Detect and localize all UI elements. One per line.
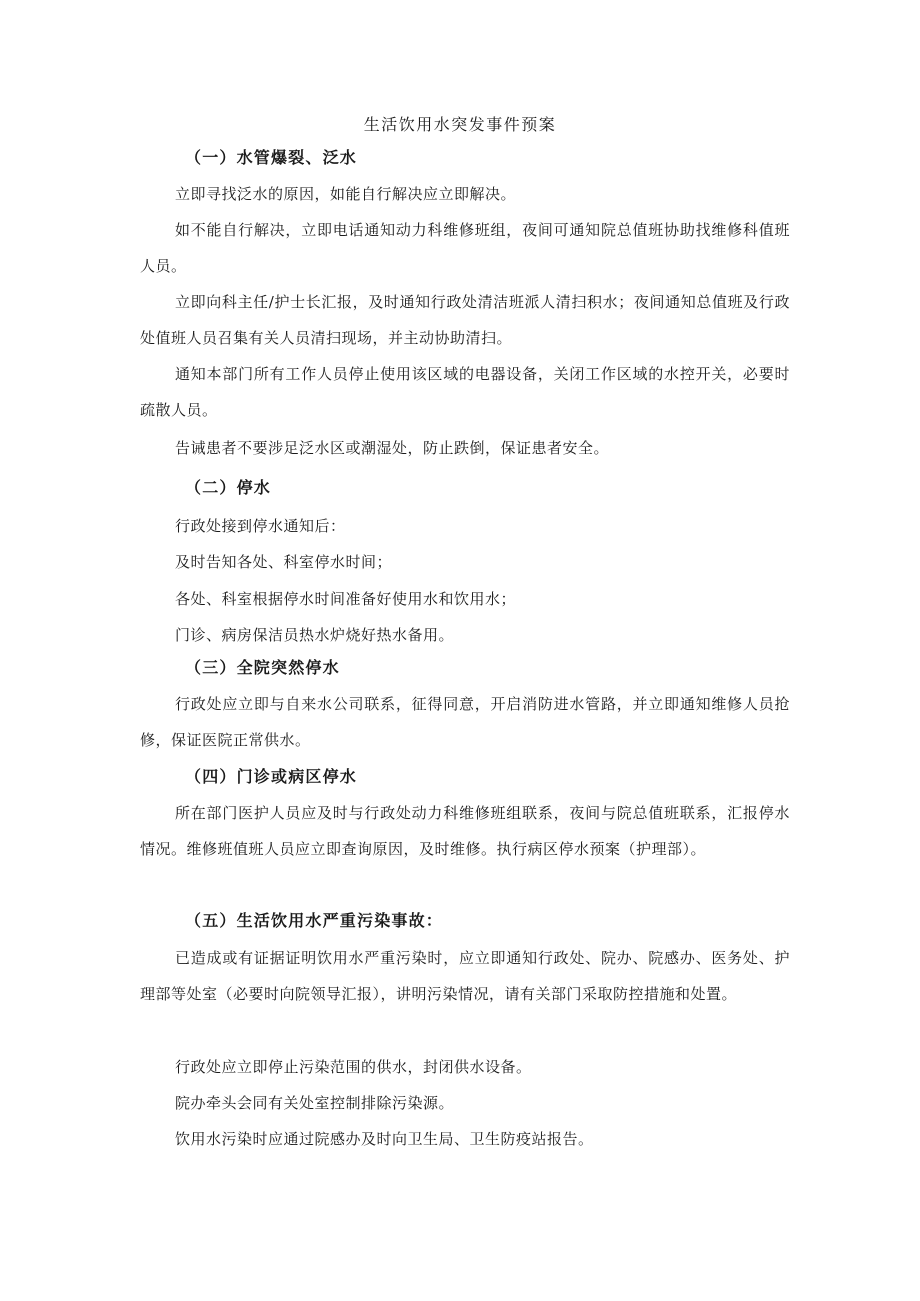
section-heading-3: （三）全院突然停水 <box>185 658 340 677</box>
section-heading-2: （二）停水 <box>185 478 272 497</box>
paragraph: 已造成或有证据证明饮用水严重污染时，应立即通知行政处、院办、院感办、医务处、护理部等处室（必要时向院领导汇报），讲明污染情况，请有关部门采取防控措施和处置。 <box>140 949 790 1003</box>
paragraph: 通知本部门所有工作人员停止使用该区域的电器设备，关闭工作区域的水控开关，必要时疏散人员。 <box>140 365 790 419</box>
paragraph: 院办牵头会同有关处室控制排除污染源。 <box>175 1094 455 1112</box>
paragraph: 告诫患者不要涉足泛水区或潮湿处，防止跌倒，保证患者安全。 <box>175 439 610 457</box>
paragraph: 行政处应立即与自来水公司联系，征得同意，开启消防进水管路，并立即通知维修人员抢修，保证医院正常供水。 <box>140 695 790 749</box>
document-title: 生活饮用水突发事件预案 <box>363 115 557 134</box>
paragraph: 所在部门医护人员应及时与行政处动力科维修班组联系，夜间与院总值班联系，汇报停水情况。维修班值班人员应立即查询原因，及时维修。执行病区停水预案（护理部）。 <box>140 804 790 858</box>
section-heading-5: （五）生活饮用水严重污染事故： <box>185 911 444 930</box>
paragraph: 立即寻找泛水的原因，如能自行解决应立即解决。 <box>175 185 517 203</box>
paragraph: 饮用水污染时应通过院感办及时向卫生局、卫生防疫站报告。 <box>175 1130 594 1148</box>
paragraph: 立即向科主任/护士长汇报，及时通知行政处清洁班派人清扫积水；夜间通知总值班及行政处值班人员召集有关人员清扫现场，并主动协助清扫。 <box>140 293 790 347</box>
paragraph: 各处、科室根据停水时间准备好使用水和饮用水； <box>175 590 517 608</box>
paragraph: 行政处应立即停止污染范围的供水，封闭供水设备。 <box>175 1058 532 1076</box>
paragraph: 门诊、病房保洁员热水炉烧好热水备用。 <box>175 626 455 644</box>
section-heading-4: （四）门诊或病区停水 <box>185 767 358 786</box>
paragraph: 行政处接到停水通知后： <box>175 517 346 535</box>
paragraph: 及时告知各处、科室停水时间； <box>175 553 393 571</box>
section-heading-1: （一）水管爆裂、泛水 <box>185 148 358 167</box>
paragraph: 如不能自行解决，立即电话通知动力科维修班组，夜间可通知院总值班协助找维修科值班人员。 <box>140 221 790 275</box>
